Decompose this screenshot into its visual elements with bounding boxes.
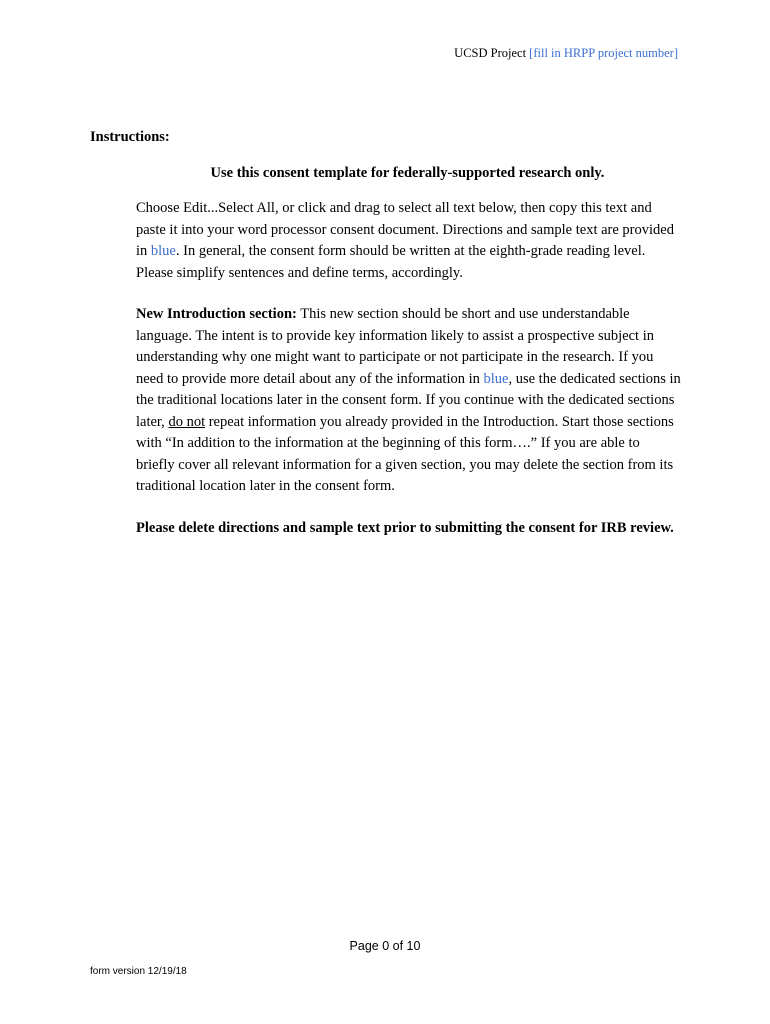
p2-text-2: , use the dedicated sections in the traditional locations later in the consent form. If you continue with the dedicated sections later, bbox=[136, 370, 681, 430]
project-number-placeholder: [fill in HRPP project number] bbox=[529, 46, 678, 60]
page-number: Page 0 of 10 bbox=[349, 939, 421, 953]
p2-blue-word: blue bbox=[483, 370, 509, 387]
project-label: UCSD Project bbox=[454, 46, 527, 60]
p1-blue-word: blue bbox=[150, 243, 176, 259]
p2-text-3: repeat information you already provided in the Introduction. Start those sections with “In addition to the information at the beginning of this form….” If you are able to briefly cover all relevant information for a given section, you may delete the section from its traditional location later in the consent form. bbox=[136, 413, 674, 494]
instructions-subtitle: Use this consent template for federally-supported research only. bbox=[210, 165, 605, 181]
instructions-title: Instructions: bbox=[90, 129, 170, 145]
form-version: form version 12/19/18 bbox=[90, 966, 187, 977]
p1-text-1: Choose Edit...Select All, or click and drag to select all text below, then copy this text and paste it into your word processor consent document. Directions and sample text are provided in bbox=[136, 200, 674, 259]
p1-text-2: . In general, the consent form should be written at the eighth-grade reading level. Please simplify sentences and define terms, accordingly. bbox=[136, 243, 646, 281]
p2-underlined: do not bbox=[168, 413, 206, 430]
paragraph-copy-instructions bbox=[136, 198, 681, 284]
p2-text-1: This new section should be short and use understandable language. The intent is to provide key information likely to assist a prospective subject in understanding why one might want to participate or not participate in the research. If you need to provide more detail about any of the information in bbox=[136, 306, 654, 387]
paragraph-introduction-section bbox=[136, 304, 681, 498]
paragraph-delete-directions: Please delete directions and sample text prior to submitting the consent for IRB review. bbox=[136, 520, 674, 536]
page-header bbox=[454, 46, 678, 61]
p2-lead: New Introduction section: bbox=[136, 306, 297, 322]
